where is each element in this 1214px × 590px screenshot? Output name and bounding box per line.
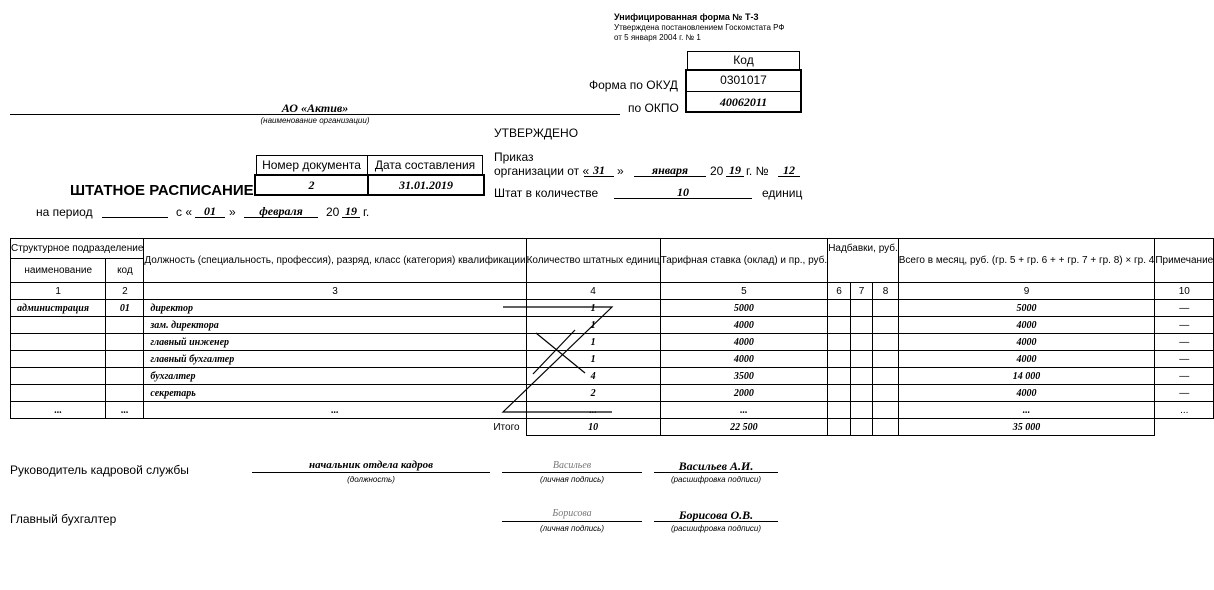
row-allowance-8 bbox=[873, 317, 898, 334]
column-number-1: 1 bbox=[11, 283, 106, 300]
row-allowance-7 bbox=[850, 351, 873, 368]
row-note: — bbox=[1155, 368, 1214, 385]
acc-signature: Борисова bbox=[552, 508, 592, 519]
row-dept-code: 01 bbox=[106, 300, 144, 317]
row-allowance-8 bbox=[873, 385, 898, 402]
row-rate: 3500 bbox=[660, 368, 828, 385]
totals-rate: 22 500 bbox=[660, 419, 828, 436]
okpo-label: по ОКПО bbox=[628, 101, 679, 115]
hr-name-caption: (расшифровка подписи) bbox=[670, 475, 762, 484]
organization-caption: (наименование организации) bbox=[260, 116, 370, 125]
row-position: главный бухгалтер bbox=[144, 351, 526, 368]
row-allowance-8 bbox=[873, 334, 898, 351]
hr-position-line bbox=[252, 472, 490, 473]
header-allowances-spacer bbox=[828, 259, 899, 283]
row-rate: 4000 bbox=[660, 317, 828, 334]
allowances-x-strike-a bbox=[536, 333, 585, 373]
row-allowance-7 bbox=[850, 334, 873, 351]
row-allowance-8 bbox=[873, 300, 898, 317]
order-number: 12 bbox=[783, 163, 795, 177]
hr-signature-line bbox=[502, 472, 642, 473]
row-total: ... bbox=[898, 402, 1155, 419]
order-month: января bbox=[651, 163, 689, 177]
period-g: г. bbox=[363, 205, 370, 219]
hr-position-caption: (должность) bbox=[347, 475, 395, 484]
period-month: февраля bbox=[259, 204, 303, 218]
header-dept-group: Структурное подразделение bbox=[11, 239, 144, 259]
column-number-2: 2 bbox=[106, 283, 144, 300]
row-allowance-7 bbox=[850, 385, 873, 402]
page-title: ШТАТНОЕ РАСПИСАНИЕ bbox=[70, 182, 254, 199]
row-allowance-6 bbox=[828, 300, 851, 317]
row-position: зам. директора bbox=[144, 317, 526, 334]
column-number-3: 3 bbox=[144, 283, 526, 300]
row-position: директор bbox=[144, 300, 526, 317]
totals-col8 bbox=[873, 419, 898, 436]
row-total: 14 000 bbox=[898, 368, 1155, 385]
staff-label: Штат в количестве bbox=[494, 186, 599, 200]
row-rate: 5000 bbox=[660, 300, 828, 317]
totals-total: 35 000 bbox=[898, 419, 1155, 436]
period-year: 19 bbox=[345, 204, 357, 218]
row-total: 4000 bbox=[898, 317, 1155, 334]
row-allowance-6 bbox=[828, 334, 851, 351]
allowances-x-strike-b bbox=[533, 330, 575, 374]
approval-title: УТВЕРЖДЕНО bbox=[494, 126, 579, 140]
form-type-line3: от 5 января 2004 г. № 1 bbox=[614, 33, 701, 42]
row-dept-name: ... bbox=[11, 402, 106, 419]
period-from: с « bbox=[176, 205, 193, 219]
period-label: на период bbox=[36, 205, 93, 219]
header-total: Всего в месяц, руб. (гр. 5 + гр. 6 + + гр. 7 + гр. 8) × гр. 4 bbox=[898, 239, 1155, 283]
row-note: — bbox=[1155, 385, 1214, 402]
acc-name: Борисова О.В. bbox=[678, 508, 754, 522]
row-count: 1 bbox=[526, 351, 660, 368]
row-position: бухгалтер bbox=[144, 368, 526, 385]
header-position: Должность (специальность, профессия), разряд, класс (категория) квалификации bbox=[144, 239, 526, 283]
order-year-prefix: 20 bbox=[710, 164, 724, 178]
codes-title: Код bbox=[733, 53, 754, 67]
row-allowance-7 bbox=[850, 317, 873, 334]
header-allowances: Надбавки, руб. bbox=[828, 239, 899, 259]
row-count: 4 bbox=[526, 368, 660, 385]
doc-number: 2 bbox=[308, 178, 315, 192]
totals-count: 10 bbox=[526, 419, 660, 436]
order-quote: » bbox=[617, 164, 624, 178]
doc-number-header: Номер документа bbox=[262, 158, 361, 172]
order-year: 19 bbox=[729, 163, 741, 177]
staff-value: 10 bbox=[677, 185, 689, 199]
row-total: 4000 bbox=[898, 334, 1155, 351]
row-total: 5000 bbox=[898, 300, 1155, 317]
row-count: 2 bbox=[526, 385, 660, 402]
period-year-prefix: 20 bbox=[326, 205, 340, 219]
totals-label: Итого bbox=[11, 419, 527, 436]
column-number-9: 9 bbox=[898, 283, 1155, 300]
column-number-8: 8 bbox=[873, 283, 898, 300]
row-total: 4000 bbox=[898, 351, 1155, 368]
organization-name: АО «Актив» bbox=[281, 101, 349, 115]
row-allowance-6 bbox=[828, 317, 851, 334]
accountant-label: Главный бухгалтер bbox=[10, 512, 117, 526]
form-type-line2: Утверждена постановлением Госкомстата РФ bbox=[614, 23, 785, 32]
okud-value: 0301017 bbox=[720, 73, 767, 87]
row-rate: 2000 bbox=[660, 385, 828, 402]
row-allowance-8 bbox=[873, 402, 898, 419]
row-count: ... bbox=[526, 402, 660, 419]
column-number-5: 5 bbox=[660, 283, 828, 300]
row-note: — bbox=[1155, 351, 1214, 368]
row-note: ... bbox=[1155, 402, 1214, 419]
row-note: — bbox=[1155, 334, 1214, 351]
order-prefix: организации от « bbox=[494, 164, 590, 178]
row-allowance-7 bbox=[850, 402, 873, 419]
order-day: 31 bbox=[593, 163, 605, 177]
column-number-4: 4 bbox=[526, 283, 660, 300]
allowances-z-strike bbox=[503, 307, 612, 412]
row-dept-code: ... bbox=[106, 402, 144, 419]
row-rate: 4000 bbox=[660, 334, 828, 351]
row-rate: 4000 bbox=[660, 351, 828, 368]
row-allowance-7 bbox=[850, 300, 873, 317]
column-number-10: 10 bbox=[1155, 283, 1214, 300]
staff-unit: единиц bbox=[762, 186, 803, 200]
row-allowance-7 bbox=[850, 368, 873, 385]
row-count: 1 bbox=[526, 300, 660, 317]
header-dept-code: код bbox=[106, 259, 144, 283]
okpo-value: 40062011 bbox=[719, 95, 768, 109]
totals-col7 bbox=[850, 419, 873, 436]
row-allowance-8 bbox=[873, 351, 898, 368]
totals-col6 bbox=[828, 419, 851, 436]
row-allowance-8 bbox=[873, 368, 898, 385]
row-allowance-6 bbox=[828, 385, 851, 402]
hr-signature: Васильев bbox=[552, 460, 592, 471]
totals-note bbox=[1155, 419, 1214, 436]
order-label: Приказ bbox=[494, 150, 534, 164]
period-quote: » bbox=[229, 205, 236, 219]
order-number-label: г. № bbox=[746, 164, 769, 178]
row-allowance-6 bbox=[828, 402, 851, 419]
row-note: — bbox=[1155, 300, 1214, 317]
form-type-line1: Унифицированная форма № Т-3 bbox=[614, 12, 759, 22]
column-number-7: 7 bbox=[850, 283, 873, 300]
row-count: 1 bbox=[526, 317, 660, 334]
column-number-6: 6 bbox=[828, 283, 851, 300]
header-dept-name: наименование bbox=[11, 259, 106, 283]
row-position: ... bbox=[144, 402, 526, 419]
okud-label: Форма по ОКУД bbox=[589, 78, 678, 92]
row-rate: ... bbox=[660, 402, 828, 419]
hr-signature-caption: (личная подпись) bbox=[539, 475, 605, 484]
period-day: 01 bbox=[204, 204, 216, 218]
row-allowance-6 bbox=[828, 351, 851, 368]
acc-signature-line bbox=[502, 521, 642, 522]
row-position: секретарь bbox=[144, 385, 526, 402]
hr-name: Васильев А.И. bbox=[678, 459, 754, 473]
hr-position: начальник отдела кадров bbox=[308, 459, 433, 471]
hr-label: Руководитель кадровой службы bbox=[10, 463, 189, 477]
acc-signature-caption: (личная подпись) bbox=[539, 524, 605, 533]
header-count: Количество штатных единиц bbox=[526, 239, 660, 283]
row-dept-name: администрация bbox=[11, 300, 106, 317]
header-rate: Тарифная ставка (оклад) и пр., руб. bbox=[660, 239, 828, 283]
row-count: 1 bbox=[526, 334, 660, 351]
row-total: 4000 bbox=[898, 385, 1155, 402]
row-position: главный инженер bbox=[144, 334, 526, 351]
header-note: Примечание bbox=[1155, 239, 1214, 283]
doc-date: 31.01.2019 bbox=[399, 178, 453, 192]
row-allowance-6 bbox=[828, 368, 851, 385]
doc-date-header: Дата составления bbox=[374, 158, 476, 172]
acc-name-caption: (расшифровка подписи) bbox=[670, 524, 762, 533]
row-note: — bbox=[1155, 317, 1214, 334]
